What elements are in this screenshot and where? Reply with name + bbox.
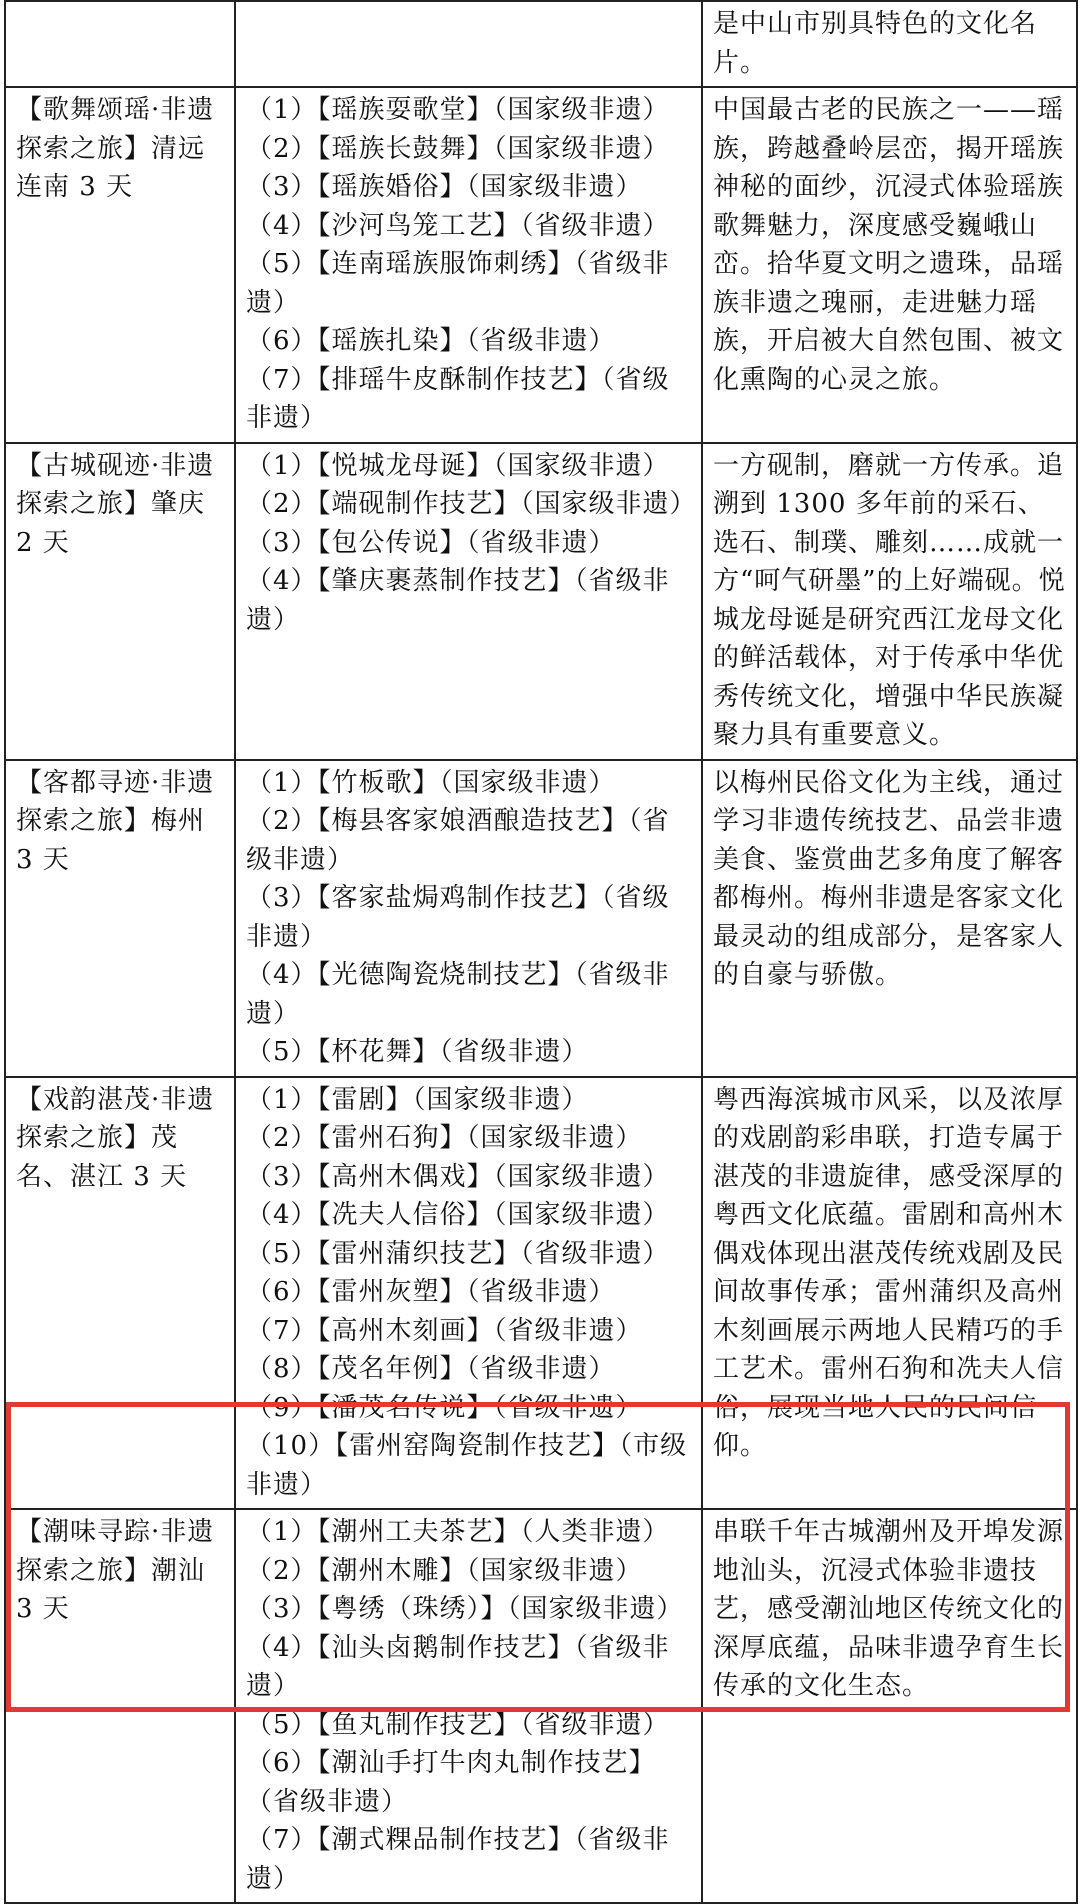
description-cell: 粤西海滨城市风采，以及浓厚的戏剧韵彩串联，打造专属于湛茂的非遗旋律，感受深厚的粤西文化底蕴。雷剧和高州木偶戏体现出湛茂传统戏剧及民间故事传承；雷州蒲织及高州木刻画展示两地人民精巧的手工艺术。雷州石狗和冼夫人信俗，展现当地人民的民间信仰。: [702, 1077, 1077, 1510]
heritage-items-cell: [235, 1509, 702, 1903]
heritage-item: （3）【包公传说】（省级非遗）: [246, 527, 616, 558]
table-row: [5, 443, 1077, 760]
table-row: [5, 87, 1077, 443]
heritage-item: （7）【潮式粿品制作技艺】（省级非遗）: [246, 1825, 670, 1894]
heritage-item: （2）【瑶族长鼓舞】（国家级非遗）: [246, 133, 670, 164]
heritage-items-cell: [235, 760, 702, 1077]
heritage-item: （1）【潮州工夫茶艺】（人类非遗）: [246, 1517, 670, 1547]
heritage-item: （7）【高州木刻画】（省级非遗）: [246, 1315, 643, 1346]
description-cell: 串联千年古城潮州及开埠发源地汕头，沉浸式体验非遗技艺，感受潮汕地区传统文化的深厚底蕴，品味非遗孕育生长传承的文化生态。: [702, 1509, 1077, 1903]
heritage-item: （6）【潮汕手打牛肉丸制作技艺】（省级非遗）: [246, 1748, 656, 1817]
heritage-item: （3）【高州木偶戏】（国家级非遗）: [246, 1161, 670, 1192]
heritage-item: （5）【鱼丸制作技艺】（省级非遗）: [246, 1709, 670, 1740]
route-title-cell: [5, 1, 235, 87]
heritage-item: （1）【悦城龙母诞】（国家级非遗）: [246, 450, 670, 481]
table-row: [5, 760, 1077, 1077]
heritage-items-cell: [235, 443, 702, 760]
route-title-cell: 【潮味寻踪·非遗探索之旅】潮汕 3 天: [5, 1509, 235, 1903]
heritage-item: （4）【肇庆裹蒸制作技艺】（省级非遗）: [246, 566, 670, 635]
table-row: [5, 1077, 1077, 1510]
heritage-item: （2）【雷州石狗】（国家级非遗）: [246, 1123, 643, 1153]
heritage-item: （2）【梅县客家娘酒酿造技艺】（省级非遗）: [246, 806, 670, 875]
heritage-item: （9）【潘茂名传说】（省级非遗）: [246, 1392, 643, 1423]
route-title-cell: 【客都寻迹·非遗探索之旅】梅州 3 天: [5, 760, 235, 1077]
heritage-items-cell: [235, 1, 702, 87]
route-title-cell: 【戏韵湛茂·非遗探索之旅】茂名、湛江 3 天: [5, 1077, 235, 1510]
table-row: [5, 1, 1077, 87]
description-cell: 中国最古老的民族之一——瑶族，跨越叠岭层峦，揭开瑶族神秘的面纱，沉浸式体验瑶族歌舞魅力，深度感受巍峨山峦。拾华夏文明之遗珠，品瑶族非遗之瑰丽，走进魅力瑶族，开启被大自然包围、被文化熏陶的心灵之旅。: [702, 87, 1077, 443]
description-cell: 一方砚制，磨就一方传承。追溯到 1300 多年前的采石、选石、制璞、雕刻……成就一方“呵气研墨”的上好端砚。悦城龙母诞是研究西江龙母文化的鲜活载体，对于传承中华优秀传统文化，增强中华民族凝聚力具有重要意义。: [702, 443, 1077, 760]
heritage-item: （1）【竹板歌】（国家级非遗）: [246, 767, 616, 798]
heritage-item: （5）【雷州蒲织技艺】（省级非遗）: [246, 1238, 670, 1269]
heritage-item: （3）【粤绣（珠绣）】（国家级非遗）: [246, 1594, 684, 1624]
heritage-item: （6）【瑶族扎染】（省级非遗）: [246, 326, 616, 356]
heritage-item: （5）【连南瑶族服饰刺绣】（省级非遗）: [246, 249, 670, 318]
heritage-item: （2）【端砚制作技艺】（国家级非遗）: [246, 489, 697, 519]
heritage-item: （7）【排瑶牛皮酥制作技艺】（省级非遗）: [246, 364, 670, 433]
heritage-item: （1）【雷剧】（国家级非遗）: [246, 1084, 589, 1115]
route-title-cell: 【歌舞颂瑶·非遗探索之旅】清远连南 3 天: [5, 87, 235, 443]
heritage-item: （4）【光德陶瓷烧制技艺】（省级非遗）: [246, 960, 670, 1029]
heritage-items-cell: [235, 1077, 702, 1510]
route-title-cell: 【古城砚迹·非遗探索之旅】肇庆 2 天: [5, 443, 235, 760]
heritage-item: （2）【潮州木雕】（国家级非遗）: [246, 1555, 643, 1586]
heritage-item: （1）【瑶族耍歌堂】（国家级非遗）: [246, 95, 670, 125]
heritage-item: （4）【汕头卤鹅制作技艺】（省级非遗）: [246, 1632, 670, 1701]
heritage-item: （5）【杯花舞】（省级非遗）: [246, 1037, 589, 1067]
description-cell: 以梅州民俗文化为主线，通过学习非遗传统技艺、品尝非遗美食、鉴赏曲艺多角度了解客都梅州。梅州非遗是客家文化最灵动的组成部分，是客家人的自豪与骄傲。: [702, 760, 1077, 1077]
heritage-item: （3）【瑶族婚俗】（国家级非遗）: [246, 172, 643, 202]
heritage-item: （4）【沙河鸟笼工艺】（省级非遗）: [246, 210, 670, 241]
itinerary-table: [4, 0, 1078, 1904]
table-row: [5, 1509, 1077, 1903]
heritage-item: （8）【茂名年例】（省级非遗）: [246, 1354, 616, 1384]
heritage-items-cell: [235, 87, 702, 443]
heritage-item: （10）【雷州窑陶瓷制作技艺】（市级非遗）: [246, 1431, 688, 1500]
heritage-item: （4）【冼夫人信俗】（国家级非遗）: [246, 1200, 670, 1230]
heritage-item: （3）【客家盐焗鸡制作技艺】（省级非遗）: [246, 883, 670, 952]
heritage-item: （6）【雷州灰塑】（省级非遗）: [246, 1277, 616, 1307]
description-cell: 是中山市别具特色的文化名片。: [702, 1, 1077, 87]
